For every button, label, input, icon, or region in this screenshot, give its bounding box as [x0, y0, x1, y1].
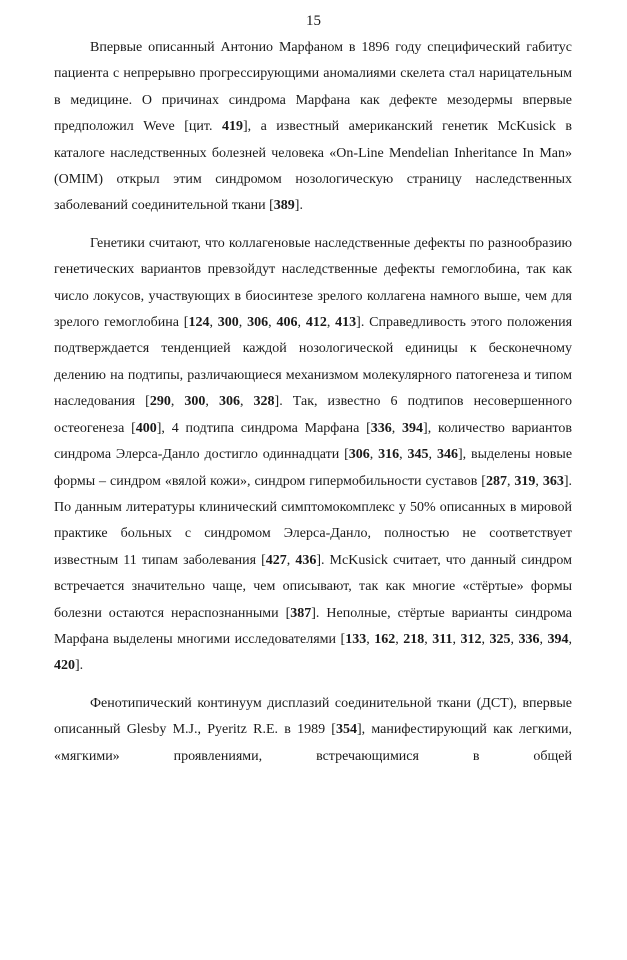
text-run: ,: [452, 631, 461, 647]
citation-number: 328: [253, 394, 275, 410]
citation-number: 394: [402, 420, 424, 436]
citation-number: 300: [217, 315, 239, 331]
text-run: ,: [209, 315, 218, 331]
citation-number: 387: [290, 605, 312, 621]
citation-number: 306: [218, 394, 240, 410]
citation-number: 133: [345, 631, 367, 647]
text-run: ], манифестирующий как легкими, «мягкими» проявлениями, встречающимися в общей: [54, 722, 572, 764]
text-run: ,: [286, 552, 296, 568]
citation-number: 413: [335, 315, 357, 331]
text-run: ,: [366, 631, 375, 647]
citation-number: 389: [273, 198, 295, 214]
text-run: ,: [424, 631, 433, 647]
citation-number: 218: [403, 631, 425, 647]
text-run: ,: [510, 631, 519, 647]
citation-number: 312: [460, 631, 482, 647]
citation-number: 345: [407, 447, 429, 463]
citation-number: 336: [518, 631, 540, 647]
citation-number: 319: [514, 473, 536, 489]
citation-number: 287: [485, 473, 507, 489]
citation-number: 300: [184, 394, 206, 410]
text-run: ]. Неполные, стёртые варианты синдрома Марфана выделены многими исследователями [: [54, 605, 573, 647]
text-run: ], а известный американский генетик McKusick в каталоге наследственных болезней человека «On-Line Mendelian Inheritance In Man» (OMIM) открыл этим синдромом нозологическую страницу наследственных заболеваний соединительной ткани [: [54, 119, 572, 214]
citation-number: 316: [378, 447, 400, 463]
text-run: ,: [535, 473, 543, 489]
citation-number: 363: [542, 473, 564, 489]
citation-number: 325: [489, 631, 511, 647]
text-run: ], количество вариантов синдрома Элерса-Данло достигло одиннадцати [: [54, 420, 573, 463]
citation-number: 394: [547, 631, 569, 647]
text-run: ], 4 подтипа синдрома Марфана [: [156, 420, 371, 436]
text-run: ,: [539, 631, 548, 647]
text-run: ].: [294, 198, 303, 214]
text-run: ,: [395, 631, 404, 647]
citation-number: 400: [135, 420, 157, 436]
text-run: ,: [326, 315, 336, 331]
paragraph: [54, 231, 572, 680]
citation-number: 419: [221, 119, 243, 135]
text-run: Впервые описанный Антонио Марфаном в 1896 году специфический габитус пациента с непрерывно прогрессирующими аномалиями скелета стал нарицательным в медицине. О причинах синдрома Марфана как дефекте мезодермы впервые предположил Weve [цит.: [54, 40, 572, 135]
citation-number: 290: [149, 394, 171, 410]
document-body: [54, 35, 572, 770]
text-run: ,: [297, 315, 306, 331]
text-run: ,: [568, 631, 573, 647]
text-run: ,: [268, 315, 277, 331]
citation-number: 420: [54, 658, 75, 674]
text-run: ], выделены новые формы – синдром «вялой кожи», синдром гипермобильности суставов [: [54, 447, 573, 489]
citation-number: 306: [348, 447, 370, 463]
text-run: ,: [506, 473, 515, 489]
paragraph: [54, 691, 572, 770]
citation-number: 346: [436, 447, 458, 463]
text-run: Генетики считают, что коллагеновые наследственные дефекты по разнообразию генетических вариантов превзойдут наследственные дефекты гемоглобина, так как число локусов, участвующих в биосинтезе зрелого коллагена намного выше, чем для зрелого гемоглобина [: [54, 235, 572, 331]
citation-number: 354: [335, 722, 357, 738]
text-run: ,: [369, 447, 379, 463]
text-run: Фенотипический континуум дисплазий соединительной ткани (ДСТ), впервые описанный Glesby M.J., Pyeritz R.E. в 1989 [: [54, 695, 572, 738]
citation-number: 406: [276, 315, 298, 331]
text-run: ].: [75, 658, 84, 674]
text-run: ,: [239, 394, 254, 410]
citation-number: 162: [374, 631, 396, 647]
text-run: ]. Справедливость этого положения подтверждается тенденцией каждой нозологической единицы к бесконечному делению на подтипы, различающиеся механизмом молекулярного патогенеза и типом наследования [: [54, 315, 573, 410]
text-run: ,: [238, 315, 248, 331]
text-run: ,: [205, 394, 219, 410]
citation-number: 436: [295, 552, 317, 568]
text-run: ,: [391, 420, 403, 436]
text-run: ]. McKusick считает, что данный синдром встречается значительно чаще, чем описывают, так как многие «стёртые» формы болезни остаются нераспознанными [: [54, 552, 573, 621]
citation-number: 412: [305, 315, 327, 331]
citation-number: 311: [432, 631, 453, 647]
citation-number: 427: [265, 552, 287, 568]
citation-number: 124: [188, 315, 210, 331]
text-run: ,: [399, 447, 408, 463]
paragraph: [54, 35, 572, 220]
text-run: ]. Так, известно 6 подтипов несовершенного остеогенеза [: [54, 394, 572, 436]
text-run: ,: [481, 631, 490, 647]
text-run: ,: [428, 447, 437, 463]
citation-number: 336: [370, 420, 392, 436]
text-run: ,: [170, 394, 185, 410]
page-number: 15: [306, 13, 321, 29]
citation-number: 306: [247, 315, 269, 331]
text-run: ]. По данным литературы клинический симптомокомплекс у 50% описанных в мировой практике больных с синдромом Элерса-Данло, полностью не соответствует известным 11 типам заболевания [: [54, 473, 572, 568]
